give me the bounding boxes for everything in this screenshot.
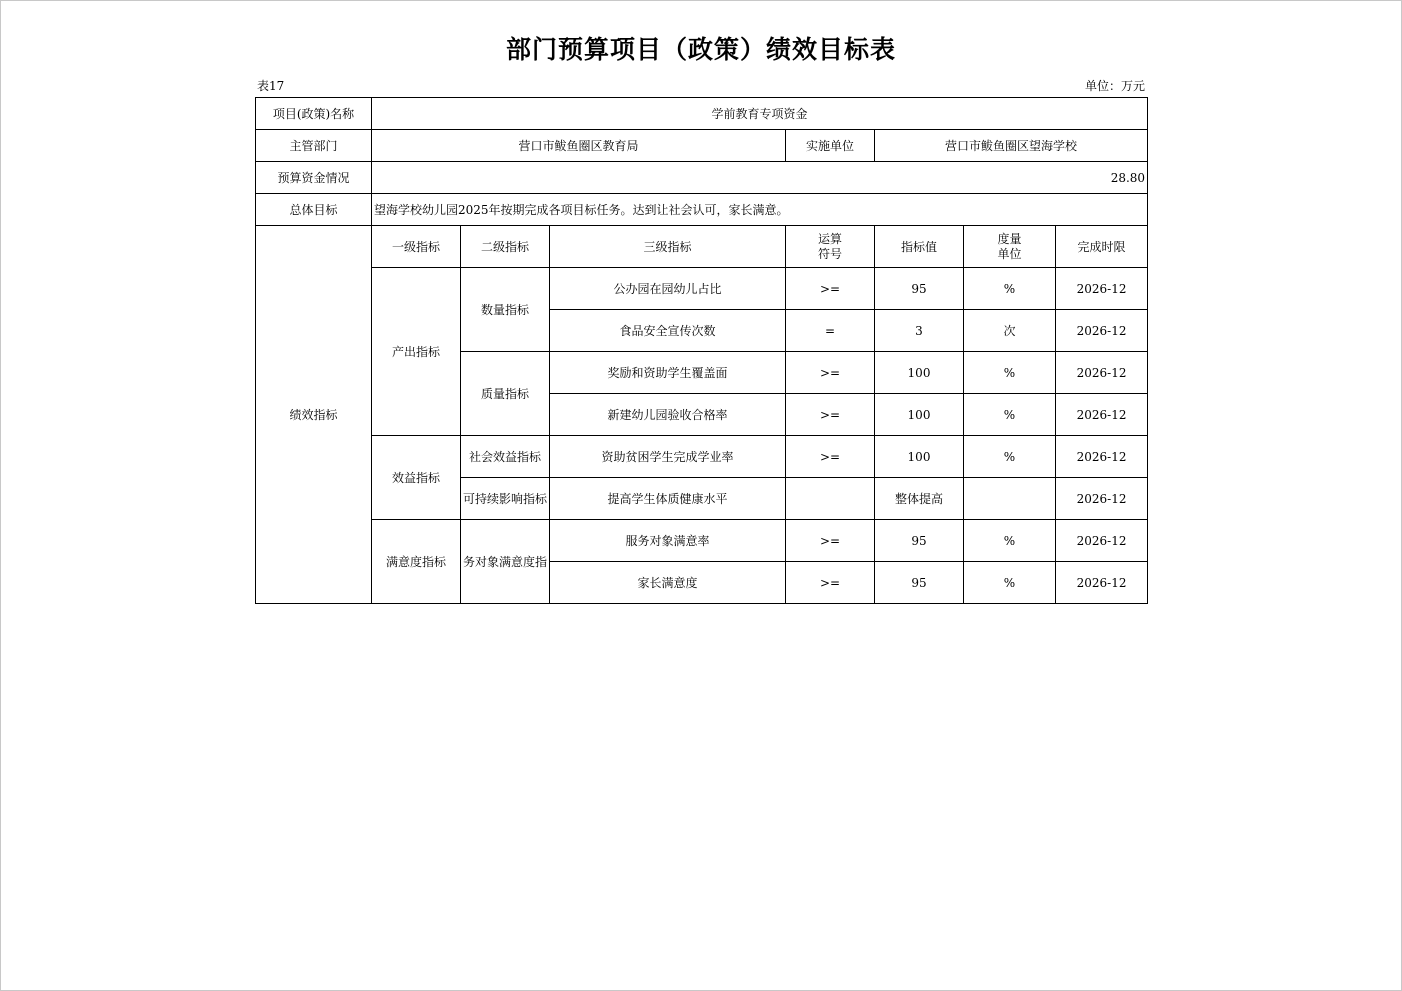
- header-operator: [786, 226, 875, 268]
- page-title: 部门预算项目（政策）绩效目标表: [505, 35, 896, 64]
- indicator-value: 100: [875, 436, 964, 478]
- indicator-operator: =: [786, 310, 875, 352]
- indicator-name: 食品安全宣传次数: [550, 310, 786, 352]
- indicator-unit: [964, 478, 1056, 520]
- indicator-unit: %: [964, 562, 1056, 604]
- group-social: 社会效益指标: [461, 436, 550, 478]
- indicator-name: 资助贫困学生完成学业率: [550, 436, 786, 478]
- indicator-deadline: 2026-12: [1056, 520, 1148, 562]
- group-quality: 质量指标: [461, 352, 550, 436]
- indicator-value: 95: [875, 562, 964, 604]
- indicator-operator: >=: [786, 352, 875, 394]
- indicator-deadline: 2026-12: [1056, 310, 1148, 352]
- group-benefit: 效益指标: [372, 436, 461, 520]
- indicator-deadline: 2026-12: [1056, 352, 1148, 394]
- budget-row: [256, 162, 1148, 194]
- indicator-deadline: 2026-12: [1056, 562, 1148, 604]
- header-level1: 一级指标: [372, 226, 461, 268]
- indicator-value: 95: [875, 268, 964, 310]
- budget-value: 28.80: [372, 162, 1148, 194]
- indicator-value: 95: [875, 520, 964, 562]
- indicator-operator: >=: [786, 562, 875, 604]
- group-quantity: 数量指标: [461, 268, 550, 352]
- indicator-deadline: 2026-12: [1056, 394, 1148, 436]
- indicator-name: 公办园在园幼儿占比: [550, 268, 786, 310]
- indicator-operator: >=: [786, 520, 875, 562]
- header-level2: 二级指标: [461, 226, 550, 268]
- header-unit-line2: 单位: [997, 246, 1022, 261]
- goal-label: 总体目标: [256, 194, 372, 226]
- indicator-unit: %: [964, 520, 1056, 562]
- indicator-row: [256, 268, 1148, 310]
- project-name-row: [256, 98, 1148, 130]
- indicator-operator: >=: [786, 268, 875, 310]
- header-value: 指标值: [875, 226, 964, 268]
- impl-label: 实施单位: [786, 130, 875, 162]
- indicator-name: 奖励和资助学生覆盖面: [550, 352, 786, 394]
- indicator-unit: %: [964, 436, 1056, 478]
- indicator-value: 100: [875, 352, 964, 394]
- group-sustain: 可持续影响指标: [461, 478, 550, 520]
- table-number: 表17: [257, 79, 285, 93]
- impl-value: 营口市鲅鱼圈区望海学校: [875, 130, 1148, 162]
- goal-row: [256, 194, 1148, 226]
- performance-goal-table: [255, 97, 1148, 604]
- indicator-unit: %: [964, 268, 1056, 310]
- indicator-deadline: 2026-12: [1056, 268, 1148, 310]
- department-row: [256, 130, 1148, 162]
- indicator-value: 3: [875, 310, 964, 352]
- header-operator-line2: 符号: [817, 246, 842, 261]
- indicator-operator: >=: [786, 394, 875, 436]
- indicator-row: [256, 436, 1148, 478]
- indicator-unit: %: [964, 352, 1056, 394]
- header-deadline: 完成时限: [1056, 226, 1148, 268]
- indicator-value: 整体提高: [875, 478, 964, 520]
- header-unit-line1: 度量: [997, 231, 1022, 246]
- indicator-row: [256, 520, 1148, 562]
- indicator-name: 提高学生体质健康水平: [550, 478, 786, 520]
- perf-label: 绩效指标: [256, 226, 372, 604]
- unit-label: 单位：万元: [1084, 79, 1145, 93]
- indicator-operator: >=: [786, 436, 875, 478]
- header-unit: [964, 226, 1056, 268]
- indicator-unit: 次: [964, 310, 1056, 352]
- project-name-value: 学前教育专项资金: [372, 98, 1148, 130]
- goal-value: 望海学校幼儿园2025年按期完成各项目标任务。达到让社会认可，家长满意。: [372, 194, 1148, 226]
- group-satisfaction: 满意度指标: [372, 520, 461, 604]
- budget-label: 预算资金情况: [256, 162, 372, 194]
- indicator-operator: [786, 478, 875, 520]
- dept-value: 营口市鲅鱼圈区教育局: [372, 130, 786, 162]
- header-level3: 三级指标: [550, 226, 786, 268]
- indicator-value: 100: [875, 394, 964, 436]
- group-output: 产出指标: [372, 268, 461, 436]
- indicator-deadline: 2026-12: [1056, 478, 1148, 520]
- dept-label: 主管部门: [256, 130, 372, 162]
- indicator-name: 服务对象满意率: [550, 520, 786, 562]
- indicator-header-row: [256, 226, 1148, 268]
- header-operator-line1: 运算: [817, 231, 842, 246]
- indicator-name: 家长满意度: [550, 562, 786, 604]
- indicator-unit: %: [964, 394, 1056, 436]
- indicator-name: 新建幼儿园验收合格率: [550, 394, 786, 436]
- group-service-satisfaction: 务对象满意度指: [461, 520, 550, 604]
- project-name-label: 项目(政策)名称: [256, 98, 372, 130]
- indicator-deadline: 2026-12: [1056, 436, 1148, 478]
